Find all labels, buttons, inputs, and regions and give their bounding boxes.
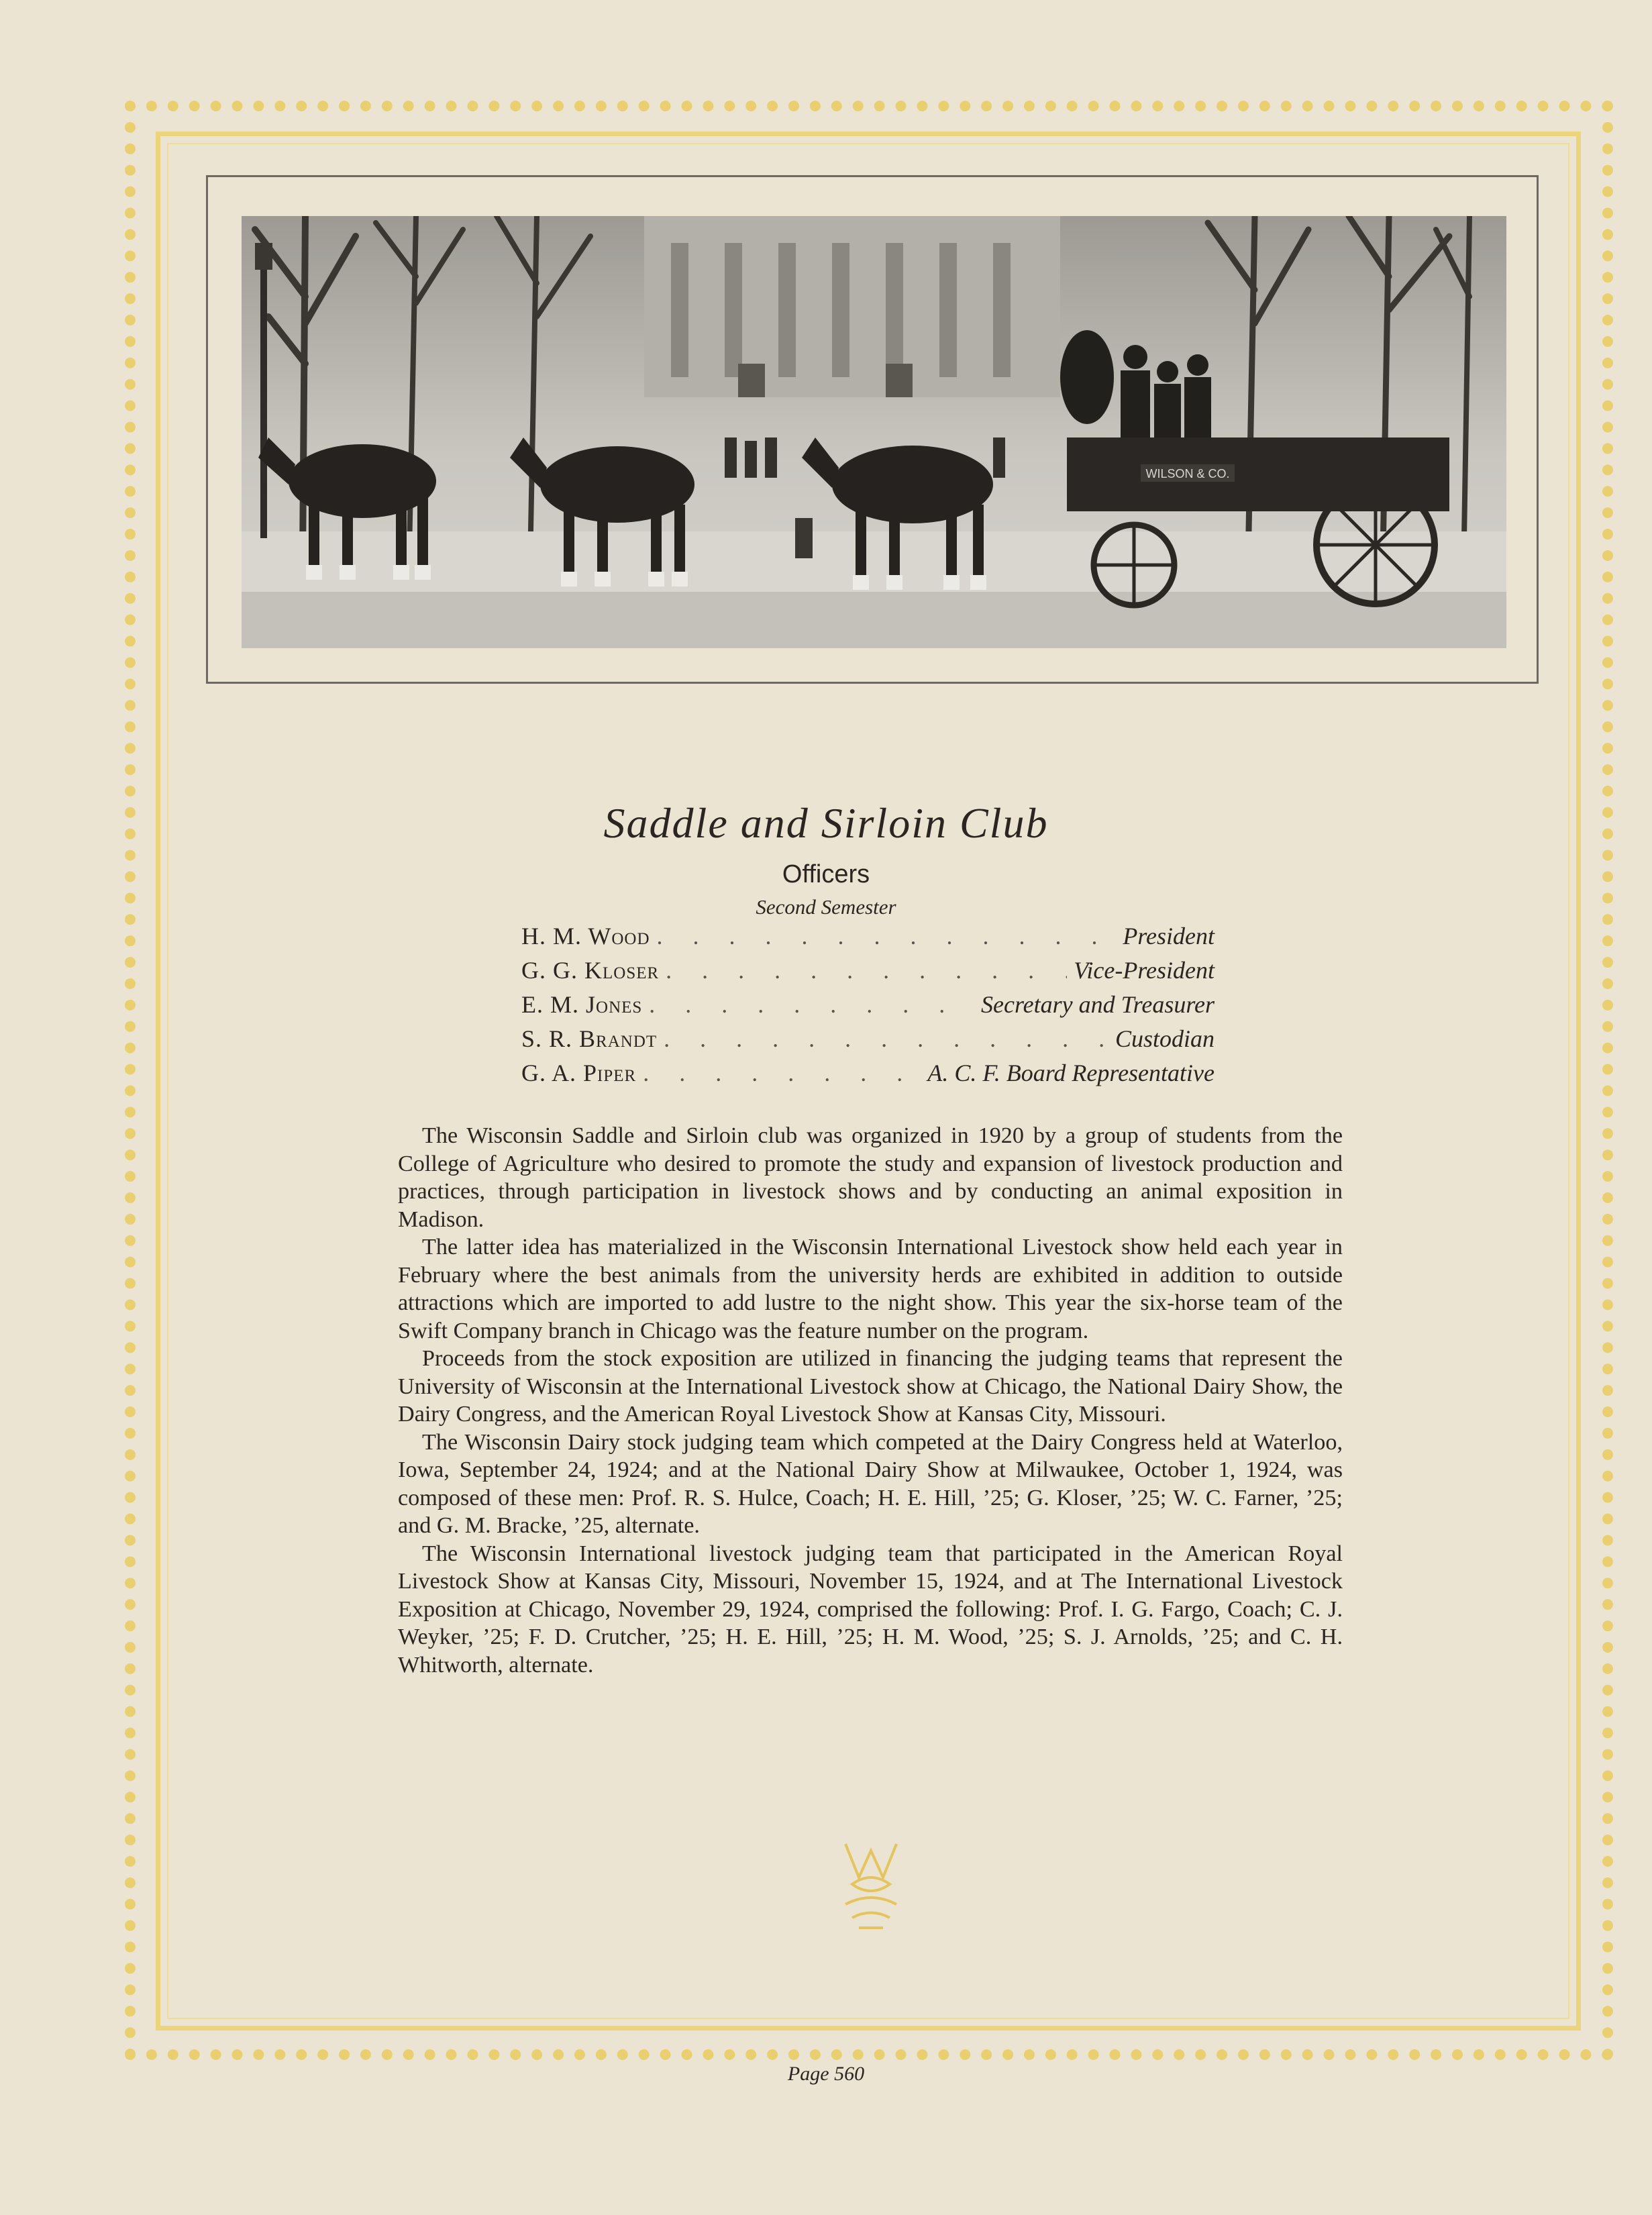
page-number: Page 560	[787, 2063, 865, 2085]
officer-row	[521, 1025, 1215, 1059]
officer-role: Vice-President	[1074, 957, 1215, 984]
officer-role: President	[1123, 923, 1215, 949]
dot-leader	[666, 956, 1067, 984]
officer-name: G. A. Piper	[521, 1060, 637, 1086]
dot-leader	[643, 1059, 921, 1087]
officer-name: G. G. Kloser	[521, 957, 660, 984]
officers-heading: Officers	[782, 860, 870, 888]
club-title: Saddle and Sirloin Club	[603, 799, 1049, 847]
wagon-sign-text: WILSON & CO.	[1145, 467, 1230, 480]
photo-illustration	[242, 216, 1506, 648]
officer-row	[521, 956, 1215, 990]
officers-list	[521, 922, 1215, 1093]
horse-team-photo	[242, 216, 1506, 648]
paragraph: Proceeds from the stock exposition are utilized in financing the judging teams that represent the University of Wisconsin at the International Livestock show at Chicago, the National Dairy Show, the Dairy Congress, and the American Royal Livestock Show at Kansas City, Missouri.	[398, 1346, 1343, 1427]
paragraph: The latter idea has materialized in the Wisconsin International Livestock show held each year in February where the best animals from the university herds are exhibited in addition to outside attractions which are imported to add lustre to the night show. This year the six-horse team of the Swift Company branch in Chicago was the feature number on the program.	[398, 1235, 1343, 1343]
officer-role: A. C. F. Board Representative	[927, 1060, 1215, 1086]
officer-row	[521, 990, 1215, 1025]
officer-name: S. R. Brandt	[521, 1025, 658, 1052]
semester-label: Second Semester	[756, 895, 896, 919]
officer-role: Custodian	[1115, 1025, 1215, 1052]
officer-role: Secretary and Treasurer	[981, 991, 1215, 1018]
dot-leader	[664, 1025, 1108, 1053]
officer-name: H. M. Wood	[521, 923, 650, 949]
photo-frame	[206, 175, 1539, 684]
officer-name: E. M. Jones	[521, 991, 643, 1018]
officer-row	[521, 922, 1215, 956]
paragraph: The Wisconsin Saddle and Sirloin club was organized in 1920 by a group of students from the College of Agriculture who desired to promote the study and expansion of livestock production and practices, through participation in livestock shows and by conducting an animal exposition in Madison.	[398, 1123, 1343, 1232]
officer-row	[521, 1059, 1215, 1093]
dot-leader	[657, 922, 1117, 950]
monogram-ornament-icon	[832, 1831, 910, 1931]
dot-leader	[649, 990, 974, 1019]
club-description	[398, 1122, 1343, 1679]
paragraph: The Wisconsin International livestock judging team that participated in the American Royal Livestock Show at Kansas City, Missouri, November 15, 1924, and at The International Livestock Exposition at Chicago, November 29, 1924, comprised the following: Prof. I. G. Fargo, Coach; C. J. Weyker, ’25; F. D. Crutcher, ’25; H. E. Hill, ’25; H. M. Wood, ’25; S. J. Arnolds, ’25; and C. H. Whitworth, alternate.	[398, 1541, 1343, 1678]
paragraph: The Wisconsin Dairy stock judging team which competed at the Dairy Congress held at Waterloo, Iowa, September 24, 1924; and at the National Dairy Show at Milwaukee, October 1, 1924, was composed of these men: Prof. R. S. Hulce, Coach; H. E. Hill, ’25; G. Kloser, ’25; W. C. Farner, ’25; and G. M. Bracke, ’25, alternate.	[398, 1429, 1343, 1538]
